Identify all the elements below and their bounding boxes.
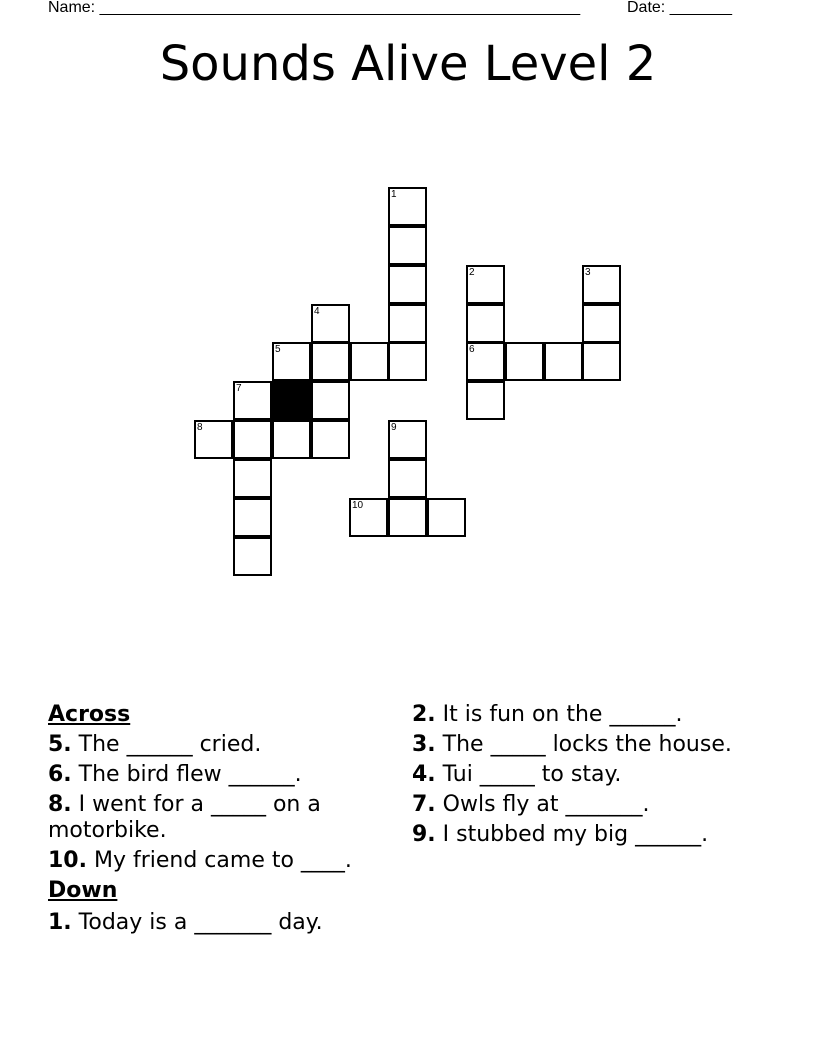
grid-cell[interactable] <box>311 381 350 420</box>
clue-number: 5 <box>275 344 281 355</box>
grid-cell[interactable] <box>388 187 427 226</box>
clue-number: 10. <box>48 848 87 873</box>
clue-across-6 <box>48 762 398 788</box>
clue-text: The bird flew ______. <box>71 762 302 787</box>
grid-cell[interactable] <box>582 342 621 381</box>
grid-cell[interactable] <box>233 420 272 459</box>
clue-number: 4. <box>412 762 436 787</box>
puzzle-title: Sounds Alive Level 2 <box>159 36 657 92</box>
grid-cell[interactable] <box>350 342 389 381</box>
clue-number: 6 <box>469 344 475 355</box>
grid-cell[interactable] <box>388 304 427 343</box>
clue-text: It is fun on the ______. <box>435 702 683 727</box>
clue-down-3 <box>412 732 742 758</box>
grid-cell[interactable] <box>466 342 505 381</box>
grid-cell[interactable] <box>466 381 505 420</box>
grid-cell[interactable] <box>388 420 427 459</box>
clue-number: 2 <box>469 267 475 278</box>
clue-down-2 <box>412 702 742 728</box>
grid-cell[interactable] <box>388 342 427 381</box>
grid-cell[interactable] <box>505 342 544 381</box>
clue-number: 2. <box>412 702 436 727</box>
clues-left-column <box>48 702 398 940</box>
grid-cell[interactable] <box>466 265 505 304</box>
down-heading: Down <box>48 878 118 903</box>
clue-number: 3. <box>412 732 436 757</box>
grid-cell[interactable] <box>582 265 621 304</box>
clue-text: The _____ locks the house. <box>435 732 732 757</box>
black-cell <box>272 381 311 420</box>
name-field-label[interactable]: Name: ______________________________________________________ <box>48 0 581 16</box>
clue-number: 3 <box>585 267 591 278</box>
grid-cell[interactable] <box>544 342 583 381</box>
clue-number: 9 <box>391 422 397 433</box>
clue-number: 8. <box>48 792 72 817</box>
grid-cell[interactable] <box>582 304 621 343</box>
clue-text: Today is a _______ day. <box>71 910 323 935</box>
grid-cell[interactable] <box>349 498 388 537</box>
clue-text: I stubbed my big ______. <box>435 822 709 847</box>
clue-number: 1. <box>48 910 72 935</box>
clue-across-8 <box>48 792 398 844</box>
clue-down-4 <box>412 762 742 788</box>
grid-cell[interactable] <box>388 226 427 265</box>
clue-number: 5. <box>48 732 72 757</box>
clue-number: 1 <box>391 189 397 200</box>
date-field-label[interactable]: Date: _______ <box>627 0 732 16</box>
grid-cell[interactable] <box>388 265 427 304</box>
clue-down-7 <box>412 792 742 818</box>
clue-number: 7. <box>412 792 436 817</box>
grid-cell[interactable] <box>311 342 350 381</box>
grid-cell[interactable] <box>233 498 272 537</box>
grid-cell[interactable] <box>233 537 272 576</box>
clue-down-9 <box>412 822 742 848</box>
grid-cell[interactable] <box>388 459 427 498</box>
clue-number: 7 <box>236 383 242 394</box>
across-heading: Across <box>48 702 131 727</box>
grid-cell[interactable] <box>272 420 311 459</box>
grid-cell[interactable] <box>233 459 272 498</box>
clue-across-10 <box>48 848 398 874</box>
grid-cell[interactable] <box>466 304 505 343</box>
clue-text: Owls fly at _______. <box>435 792 650 817</box>
clue-text: Tui _____ to stay. <box>435 762 622 787</box>
grid-cell[interactable] <box>194 420 233 459</box>
grid-cell[interactable] <box>427 498 466 537</box>
grid-cell[interactable] <box>388 498 427 537</box>
clue-text: I went for a _____ on a motorbike. <box>48 792 321 843</box>
clue-text: The ______ cried. <box>71 732 262 757</box>
grid-cell[interactable] <box>272 342 311 381</box>
clue-number: 6. <box>48 762 72 787</box>
clue-number: 10 <box>352 500 364 511</box>
clue-number: 4 <box>314 306 320 317</box>
clues-right-column <box>412 702 742 852</box>
clue-down-1 <box>48 910 398 936</box>
clue-number: 9. <box>412 822 436 847</box>
clue-number: 8 <box>197 422 203 433</box>
grid-cell[interactable] <box>233 381 272 420</box>
clue-text: My friend came to ____. <box>86 848 352 873</box>
grid-cell[interactable] <box>311 420 350 459</box>
clue-across-5 <box>48 732 398 758</box>
grid-cell[interactable] <box>311 304 350 343</box>
